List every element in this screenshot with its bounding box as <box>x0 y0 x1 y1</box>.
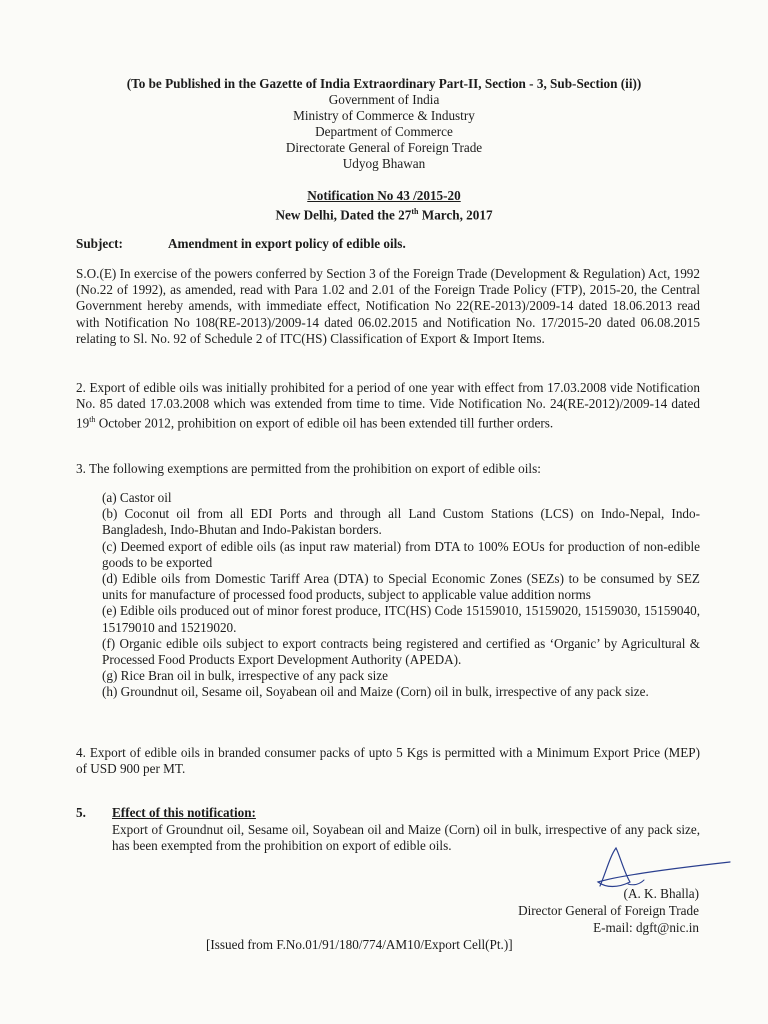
paragraph-2 <box>76 380 700 432</box>
paragraph-2-part-a: 2. Export of edible oils was initially prohibited for a period of one year with effect from 17.03.2008 vide Notification No. 85 dated 17.03.2008 which was extended from time to time. Vide Notification No. 24(RE-2012)/2009-14 dated 19 <box>76 380 700 431</box>
government-line: Government of India <box>328 92 440 107</box>
gazette-publication-line: (To be Published in the Gazette of India Extraordinary Part-II, Section - 3, Sub-Section (ii)) <box>126 76 642 91</box>
exemption-item: (g) Rice Bran oil in bulk, irrespective of any pack size <box>102 668 388 684</box>
signatory-email: E-mail: dgft@nic.in <box>593 920 699 935</box>
directorate-line: Directorate General of Foreign Trade <box>285 140 483 155</box>
department-line: Department of Commerce <box>315 124 453 139</box>
exemption-item: (h) Groundnut oil, Sesame oil, Soyabean oil and Maize (Corn) oil in bulk, irrespective of any pack size. <box>102 684 649 700</box>
exemption-item: (a) Castor oil <box>102 490 172 505</box>
notification-number-text: Notification No 43 /2015-20 <box>307 188 461 203</box>
paragraph-5-number: 5. <box>76 805 86 820</box>
date-superscript: th <box>411 207 419 216</box>
exemption-item: (e) Edible oils produced out of minor forest produce, ITC(HS) Code 15159010, 15159020, 15159030, 15159040, 15179010 and 15219020. <box>102 603 700 635</box>
building-line: Udyog Bhawan <box>342 156 426 171</box>
paragraph-5-text: Export of Groundnut oil, Sesame oil, Soyabean oil and Maize (Corn) oil in bulk, irrespective of any pack size, has been exempted from the prohibition on export of edible oils. <box>112 822 700 854</box>
paragraph-so: S.O.(E) In exercise of the powers conferred by Section 3 of the Foreign Trade (Development & Regulation) Act, 1992 (No.22 of 1992), as amended, read with Para 1.02 and 2.01 of the Foreign Trade Policy (FTP), 2015-20, the Central Government hereby amends, with immediate effect, Notification No 22(RE-2013)/2009-14 dated 18.06.2013 read with Notification No 108(RE-2013)/2009-14 dated 06.02.2015 and Notification No. 17/2015-20 dated 06.08.2015 relating to Sl. No. 92 of Schedule 2 of ITC(HS) Classification of Export & Import Items. <box>76 266 700 346</box>
exemption-item: (c) Deemed export of edible oils (as input raw material) from DTA to 100% EOUs for production of non-edible goods to be exported <box>102 538 700 570</box>
notification-place-date <box>0 204 768 223</box>
ministry-line: Ministry of Commerce & Industry <box>293 108 475 123</box>
place-date-suffix: March, 2017 <box>418 207 493 223</box>
paragraph-5-heading: Effect of this notification: <box>112 805 256 820</box>
paragraph-3: 3. The following exemptions are permitted from the prohibition on export of edible oils: <box>76 461 541 476</box>
notification-number <box>0 188 768 204</box>
exemption-item: (b) Coconut oil from all EDI Ports and through all Land Custom Stations (LCS) on Indo-Nepal, Indo-Bangladesh, Indo-Bhutan and Indo-Pakistan borders. <box>102 506 700 538</box>
exemption-item: (d) Edible oils from Domestic Tariff Area (DTA) to Special Economic Zones (SEZs) to be consumed by SEZ units for manufacture of processed food products, subject to applicable value addition norms <box>102 571 700 603</box>
paragraph-4: 4. Export of edible oils in branded consumer packs of upto 5 Kgs is permitted with a Minimum Export Price (MEP) of USD 900 per MT. <box>76 745 700 777</box>
place-date-prefix: New Delhi, Dated the 27 <box>275 207 412 223</box>
paragraph-2-part-b: October 2012, prohibition on export of edible oil has been extended till further orders. <box>95 415 554 431</box>
signatory-name: (A. K. Bhalla) <box>623 886 699 901</box>
exemption-item: (f) Organic edible oils subject to export contracts being registered and certified as ‘Organic’ by Agricultural & Processed Food Products Export Development Authority (APEDA). <box>102 635 700 668</box>
subject-label: Subject: <box>76 236 123 251</box>
subject-text: Amendment in export policy of edible oils. <box>168 236 406 251</box>
signatory-designation: Director General of Foreign Trade <box>518 903 699 918</box>
exemption-list <box>102 490 700 701</box>
file-reference: [Issued from F.No.01/91/180/774/AM10/Export Cell(Pt.)] <box>206 937 513 952</box>
paragraph-2-superscript: th <box>89 415 96 425</box>
